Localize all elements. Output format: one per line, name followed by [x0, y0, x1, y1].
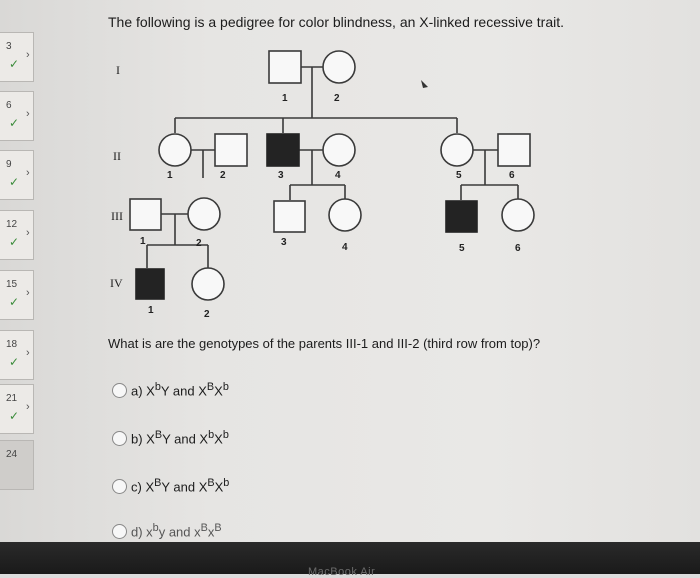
individual-label: 6 [509, 170, 515, 181]
option-b[interactable] [112, 428, 229, 448]
pedigree-lines [147, 67, 518, 268]
check-icon: ✓ [9, 57, 20, 71]
check-icon: ✓ [9, 409, 20, 423]
individual-label: 2 [204, 309, 210, 320]
female-symbol-III-2 [188, 198, 220, 230]
affected-male-symbol-II-3 [267, 134, 299, 166]
male-symbol-II-6 [498, 134, 530, 166]
radio-button[interactable] [112, 383, 127, 398]
nav-item-18[interactable] [0, 330, 34, 380]
chevron-right-icon: › [26, 167, 30, 179]
individual-label: 5 [459, 243, 465, 254]
check-icon: ✓ [9, 295, 20, 309]
female-symbol-II-4 [323, 134, 355, 166]
female-symbol-II-1 [159, 134, 191, 166]
individual-label: 6 [515, 243, 521, 254]
female-symbol-III-4 [329, 199, 361, 231]
generation-label: IV [110, 276, 123, 290]
check-icon: ✓ [9, 116, 20, 130]
option-text: d) $x^by$ and $x^Bx^B$ [131, 522, 222, 540]
bezel-brand-text: MacBook Air [308, 566, 376, 578]
individual-label: 4 [335, 170, 341, 181]
individual-label: 1 [167, 170, 173, 181]
chevron-right-icon: › [26, 287, 30, 299]
chevron-right-icon: › [26, 227, 30, 239]
individual-label: 2 [334, 93, 340, 104]
option-text: a) $X^bY$ and $X^BX^b$ [131, 381, 229, 399]
nav-number: 18 [6, 339, 18, 350]
affected-male-symbol-IV-1 [136, 269, 164, 299]
affected-male-symbol-III-5 [446, 201, 477, 232]
check-icon: ✓ [9, 235, 20, 249]
generation-label: III [111, 209, 123, 223]
option-text: b) $X^BY$ and $X^bX^b$ [131, 429, 229, 447]
chevron-right-icon: › [26, 347, 30, 359]
nav-item-21[interactable] [0, 384, 34, 434]
page-title: The following is a pedigree for color blindness, an X-linked recessive trait. [108, 14, 565, 30]
chevron-right-icon: › [26, 401, 30, 413]
individual-label: 2 [196, 238, 202, 249]
individual-label: 1 [282, 93, 288, 104]
radio-button[interactable] [112, 524, 127, 539]
individual-label: 1 [148, 305, 154, 316]
female-symbol-IV-2 [192, 268, 224, 300]
nav-number: 24 [6, 449, 18, 460]
male-symbol-III-3 [274, 201, 305, 232]
nav-number: 6 [6, 100, 12, 111]
radio-button[interactable] [112, 431, 127, 446]
individual-label: 3 [278, 170, 284, 181]
individual-label: 3 [281, 237, 287, 248]
nav-item-24[interactable] [0, 440, 34, 490]
check-icon: ✓ [9, 355, 20, 369]
male-symbol-I-1 [269, 51, 301, 83]
individual-label: 1 [140, 236, 146, 247]
nav-number: 3 [6, 41, 12, 52]
chevron-right-icon: › [26, 108, 30, 120]
nav-number: 15 [6, 279, 18, 290]
male-symbol-III-1 [130, 199, 161, 230]
generation-label: I [116, 63, 120, 77]
question-text: What is are the genotypes of the parents III-1 and III-2 (third row from top)? [108, 336, 541, 351]
nav-number: 9 [6, 159, 12, 170]
nav-number: 12 [6, 219, 18, 230]
radio-button[interactable] [112, 479, 127, 494]
female-symbol-I-2 [323, 51, 355, 83]
option-d[interactable] [112, 521, 222, 541]
individual-label: 5 [456, 170, 462, 181]
individual-label: 4 [342, 242, 348, 253]
option-c[interactable] [112, 476, 229, 496]
option-a[interactable] [112, 380, 229, 400]
check-icon: ✓ [9, 175, 20, 189]
nav-number: 21 [6, 393, 18, 404]
male-symbol-II-2 [215, 134, 247, 166]
individual-label: 2 [220, 170, 226, 181]
generation-label: II [113, 149, 121, 163]
option-text: c) $X^BY$ and $X^BX^b$ [131, 477, 230, 495]
chevron-right-icon: › [26, 49, 30, 61]
cursor-icon [421, 80, 428, 88]
female-symbol-II-5 [441, 134, 473, 166]
female-symbol-III-6 [502, 199, 534, 231]
